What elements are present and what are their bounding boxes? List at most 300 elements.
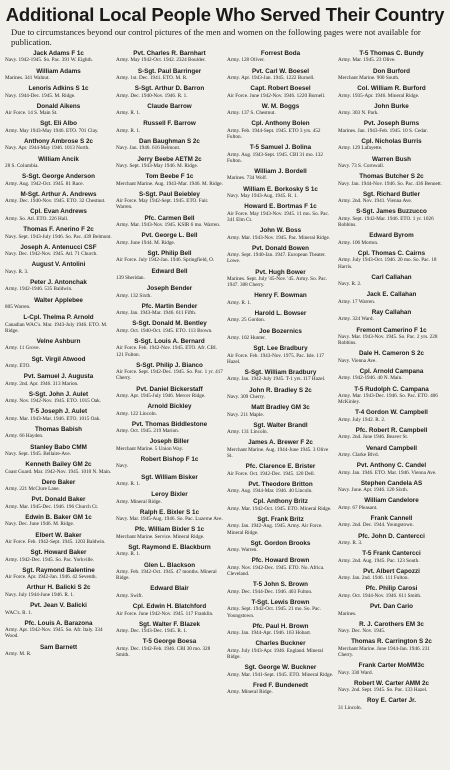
entry-name: Walter Applebee (34, 296, 83, 304)
entry-name: Pvt. Donald Bowen (251, 244, 310, 252)
entry-name: Thomas Butcher S 2c (359, 173, 424, 181)
entry-detail: Marines. (338, 610, 357, 617)
entry-name: Stanley Babo CMM (30, 443, 87, 451)
roster-entry (116, 638, 223, 658)
roster-entry (116, 562, 223, 582)
roster-entry (116, 138, 223, 152)
entry-detail: Army. May 1943-May 1946. ETO. 701 Clay. (5, 127, 99, 134)
entry-detail: Army. Jan. 1946. ETO. Mar. 1946. Vienna Ave. (338, 469, 437, 476)
entry-name: Thomas R. Carrington S 2c (351, 638, 432, 646)
roster-column-1 (5, 50, 112, 738)
entry-detail: Army. R. 3. (338, 540, 363, 547)
entry-name: Pvt. Daniel Bickerstaff (136, 385, 203, 393)
entry-name: Matt Bradley GM 3c (251, 404, 310, 412)
entry-detail: Army. Clarke Blvd. (338, 452, 379, 459)
roster-entry (5, 314, 112, 334)
entry-name: Sgt. Gordon Brooks (250, 539, 311, 547)
roster-entry (227, 203, 334, 223)
roster-entry (338, 208, 445, 228)
entry-detail: Army. Swift. (116, 592, 143, 599)
entry-name: S-Sgt. Donald M. Bentley (132, 320, 207, 328)
entry-name: Pvt. Jean V. Balicki (30, 602, 87, 610)
entry-detail: Army. Mar. 1943-Mar. 1946. ETO. 1015 Oak. (5, 415, 101, 422)
entry-name: John R. Bradley S 2c (249, 386, 312, 394)
entry-name: Pfc. Louis A. Barazona (24, 619, 93, 627)
entry-detail: Army. Feb. 1944-Sept. 1945. ETO 3 yrs. 452 Fulton. (227, 127, 321, 141)
roster-entry (5, 479, 112, 493)
roster-entry (116, 50, 223, 64)
entry-name: Arthur H. Balicki S 2c (26, 584, 91, 592)
roster-entry (227, 50, 334, 64)
roster-entry (338, 386, 445, 406)
entry-detail: Merchant Marine. 5 Union Way. (116, 445, 184, 452)
roster-entry (5, 514, 112, 528)
entry-detail: Army. Aug. 1943-Sept. 1945. CBI 31 mo. 132 Fulton. (227, 151, 323, 164)
entry-detail: Army. 2nd. Aug. 1945. Pac. 123 South. (338, 557, 420, 564)
entry-name: Carl Callahan (371, 273, 412, 281)
entry-detail: Army. 1942-1946. 535 Baldwin. (5, 286, 73, 293)
roster-entry (227, 103, 334, 117)
roster-entry (227, 269, 334, 289)
entry-detail: Navy. Sept. 1943-May 1946. M. Ridge. (116, 163, 199, 170)
entry-detail: Army. Jan. 1942-Aug. 1945. Army. Air Force. Mineral Ridge. (227, 523, 323, 536)
entry-detail: Army. Apr. 1942-Nov. 1945. So. Afr. Italy. 334 Wood. (5, 627, 103, 640)
roster-entry (5, 461, 112, 475)
roster-entry (338, 662, 445, 676)
entry-name: Pvt. Anthony C. Candel (356, 462, 427, 470)
entry-detail: Navy. 309 Cherry. (227, 393, 265, 400)
roster-entry (338, 138, 445, 152)
entry-name: August V. Antolini (31, 261, 86, 269)
roster-entry (116, 491, 223, 505)
entry-name: T-5 Thomas C. Bundy (359, 50, 424, 57)
entry-detail: Navy. R. 3. (5, 268, 29, 275)
entry-name: Stephen Candela AS (360, 479, 423, 487)
entry-detail: 805 Warren. (5, 303, 31, 310)
roster-entry (338, 274, 445, 288)
roster-entry (5, 602, 112, 616)
entry-name: S-Sgt. George Anderson (22, 173, 95, 181)
entry-detail: Navy. May 1943-Aug. 1945. R. 1. (227, 193, 298, 200)
entry-name: Cpl. Anthony Bolen (251, 120, 310, 128)
entry-detail: Army. 2nd. Apr. 1946. 313 Marion. (5, 380, 79, 387)
roster-entry (5, 356, 112, 370)
roster-entry (5, 549, 112, 563)
entry-name: Russell F. Barrow (143, 120, 196, 128)
entry-name: Sgt. George W. Buckner (244, 664, 317, 672)
entry-name: Roy E. Carter Jr. (367, 697, 416, 705)
entry-detail: Air Force. Feb. 1942-Sept. 1945. 1203 Baldwin. (5, 539, 106, 546)
entry-name: Cpl. Evan Andrews (30, 208, 87, 216)
roster-entry (116, 421, 223, 435)
entry-detail: Army. Oct. 1945. 219 Marion. (116, 428, 180, 435)
roster-entry (338, 680, 445, 694)
entry-name: Pvt. George L. Bell (141, 232, 198, 240)
entry-name: Edward Byrom (369, 232, 414, 240)
entry-name: S-Sgt. John J. Aulet (28, 390, 89, 398)
entry-detail: Army. Nov. 1942-Nov. 1945. ETO. 1015 Oak. (5, 398, 102, 405)
entry-detail: Air Force. July 1942-Jan. 1946. Springfield, O. (116, 257, 215, 264)
entry-name: Sgt. Walter F. Blazek (138, 620, 200, 628)
entry-detail: Navy. 1942-1945. So. Pac. 391 W. Eighth. (5, 57, 93, 64)
roster-entry (5, 408, 112, 422)
roster-entry (227, 369, 334, 383)
roster-entry (116, 250, 223, 264)
entry-name: Lenoris Adkins S 1c (28, 85, 89, 93)
roster-entry (5, 426, 112, 440)
roster-entry (227, 498, 334, 512)
entry-name: Warren Bush (372, 155, 411, 163)
entry-name: L-Cpl. Thelma P. Arnold (23, 314, 94, 322)
entry-detail: Navy. Apr. 1944-May 1946. 1013 North. (5, 145, 90, 152)
entry-name: Sgt. Eli Albo (40, 120, 77, 128)
entry-detail: Navy. (116, 463, 129, 470)
roster-entry (227, 516, 334, 536)
entry-name: Ralph E. Bixler S 1c (139, 508, 200, 516)
roster-entry (338, 327, 445, 347)
entry-name: Thomas Babish (35, 426, 82, 433)
entry-name: S-Sgt. William Bradbury (244, 368, 317, 376)
roster-entry (227, 599, 334, 619)
roster-entry (227, 85, 334, 99)
roster-entry (116, 338, 223, 358)
entry-name: Thomas F. Anerino F 2c (23, 226, 94, 234)
roster-entry (338, 120, 445, 134)
roster-entry (338, 515, 445, 529)
roster-column-4 (338, 50, 445, 738)
entry-name: Pfc. Paul H. Brown (252, 622, 309, 630)
roster-entry (338, 50, 445, 64)
entry-name: Forrest Boda (260, 50, 301, 57)
roster-entry (5, 103, 112, 117)
entry-detail: Army. Jan. 1944-Apr. 1946. 163 Hobart. (227, 630, 312, 637)
roster-entry (5, 120, 112, 134)
roster-entry (227, 664, 334, 678)
roster-entry (227, 68, 334, 82)
entry-detail: Air Force. June 1942-Nov. 1945. 117 Franklin. (116, 610, 214, 617)
entry-detail: Army. Dec. 1940-Nov. 1945. ETO. 32 Chestnut. (5, 198, 106, 205)
entry-name: Robert W. Carter AMM 2c (354, 679, 429, 687)
roster-entry (116, 456, 223, 470)
roster-entry (227, 345, 334, 365)
entry-detail: Army. 132 Sixth. (116, 292, 152, 299)
entry-name: Cpl. Nicholas Burris (361, 138, 422, 146)
entry-detail: Navy. Dec. Nov. 1945. (338, 628, 386, 635)
entry-name: Anthony Ambrose S 2c (23, 138, 94, 146)
entry-name: Pvt. Theodore Britton (248, 480, 313, 488)
entry-name: Velne Ashburn (36, 337, 81, 345)
entry-detail: Merchant Marine. Aug. 1944-June 1945. 3 Olive St. (227, 446, 329, 460)
roster-entry (5, 444, 112, 458)
entry-detail: Army. R. 1. (116, 110, 141, 117)
entry-detail: Army. R. 1. (227, 299, 252, 306)
entry-name: Henry F. Bowman (254, 292, 307, 300)
roster-entry (116, 215, 223, 229)
roster-entry (116, 320, 223, 334)
entry-detail: 28 S. Columbia. (5, 163, 39, 170)
entry-detail: Army. 324 Ward. (338, 316, 374, 323)
roster-entry (5, 138, 112, 152)
roster-entry (5, 496, 112, 510)
entry-detail: Army. Sept. 1940-Jan. 1947. European Theater. Lowe. (227, 252, 326, 265)
entry-detail: Army. 2nd. Dec. 1944. Youngstown. (338, 522, 414, 529)
entry-name: T-5 George Boesa (142, 638, 197, 646)
entry-detail: Navy. Sept. 1945. Bellaire-Ave. (5, 451, 71, 458)
roster-entry (116, 191, 223, 211)
roster-entry (338, 85, 445, 99)
entry-detail: Army. 102 Hunter. (227, 334, 266, 341)
entry-detail: Army. 137 S. Chestnut. (227, 110, 276, 117)
entry-name: Robert Bishop F 1c (140, 456, 199, 464)
roster-entry (227, 682, 334, 696)
roster-entry (227, 481, 334, 495)
entry-detail: Navy. Sept. 1943-July 1946. So. Pac. 439 Belmont. (5, 233, 112, 240)
entry-detail: Army. 17 Warren. (338, 298, 376, 305)
entry-detail: Army. Sept. 1942-Oct. 1945. 21 mo. So. Pac. Youngstown. (227, 606, 321, 619)
roster-entry (338, 445, 445, 459)
roster-entry (116, 603, 223, 617)
entry-name: Dan Baughman S 2c (139, 138, 200, 146)
entry-detail: Army. July 1943-Oct. 1946. 20 mo. So. Pac. 18 Harris. (338, 257, 437, 270)
roster-entry (227, 581, 334, 595)
roster-entry (227, 168, 334, 182)
entry-name: Jack Adams F 1c (33, 50, 84, 57)
roster-entry (338, 480, 445, 494)
entry-detail: Air Force. May 1942-Sept. 1945. ETO. Fair. Warren. (116, 198, 209, 211)
entry-name: Cpl. Edwin H. Blatchford (132, 603, 207, 611)
entry-name: Peter J. Antonchak (30, 278, 87, 286)
intro-text: Due to circumstances beyond our control pictures of the men and women on the following pages were not available for publication. (11, 27, 421, 47)
entry-name: John Burke (374, 102, 409, 110)
entry-detail: Army. Oct. 1940-Oct. 1945. ETO. 113 Brown. (116, 327, 213, 334)
roster-entry (227, 404, 334, 418)
entry-name: Glen L. Blackson (143, 561, 196, 569)
entry-detail: Merchant Marine. Aug. 1943-Mar. 1946. M. Ridge. (116, 180, 223, 187)
roster-entry (227, 292, 334, 306)
roster-entry (116, 285, 223, 299)
roster-entry (116, 120, 223, 134)
entry-name: Cpl. Thomas C. Cairns (357, 249, 426, 257)
entry-detail: Air Force. May 1943-Nov. 1945. 11 mo. So. Pac. 341 Elm Ct. (227, 210, 330, 223)
entry-detail: Air Force. Feb. 1942-Nov. 1945. ETO. Afr. CBI. 121 Fulton. (116, 345, 218, 358)
roster-column-2 (116, 50, 223, 738)
entry-detail: Air Force. June 1942-Nov. 1946. 1220 Burnell. (227, 92, 326, 99)
entry-name: Jack E. Callahan (366, 291, 417, 299)
entry-detail: Army. R. 1. (116, 481, 141, 488)
entry-detail: Army. Jan. 2nd. 1946. 111 Fulton. (338, 575, 409, 582)
entry-name: Sgt. Lee Bradbury (253, 345, 308, 353)
roster-entry (338, 350, 445, 364)
roster-entry (5, 532, 112, 546)
entry-detail: Army. Warren. (227, 547, 258, 554)
entry-detail: Navy. Vienna Ave. (338, 357, 377, 364)
roster-entry (116, 68, 223, 82)
entry-detail: Army. Jan. 1943-Mar. 1946. 611 Fifth. (116, 310, 197, 317)
roster-entry (5, 261, 112, 275)
roster-entry (5, 208, 112, 222)
entry-detail: Navy. July 1944-June 1946. R. 1. (5, 591, 75, 598)
roster-entry (338, 568, 445, 582)
entry-name: T-Sgt. Lewis Brown (251, 598, 310, 606)
entry-detail: Army. Aug. 1942-Oct. 1945. 81 Race. (5, 180, 84, 187)
roster-entry (227, 245, 334, 265)
entry-detail: Army. 2nd. June 1946. Beaver St. (338, 434, 409, 441)
roster-entry (338, 368, 445, 382)
entry-name: Tom Beebe F 1c (145, 173, 194, 181)
entry-detail: Army. 66 Hayden. (5, 433, 44, 440)
entry-detail: Navy. Jan. 1946. 616 Belmont. (116, 145, 181, 152)
entry-detail: Army. June 1944. M. Ridge. (116, 239, 176, 246)
entry-name: Howard E. Bortmas F 1c (244, 203, 317, 211)
entry-detail: Army. Mar. 1945. 23 Olive. (338, 57, 396, 64)
roster-entry (338, 533, 445, 547)
entry-detail: Army. Mar. 1943-Dec. 1946. So. Pac. ETO. 406 McKinley. (338, 392, 438, 406)
entry-detail: Navy. 211 Maple. (227, 411, 264, 418)
entry-detail: Navy. 73 S. Cornwall. (338, 163, 385, 170)
entry-detail: Army. May 1942-Oct. 1942. 2324 Boulder. (116, 57, 206, 64)
entry-name: Joseph Biller (149, 438, 190, 446)
entry-name: Pfc. Philip Carosi (365, 585, 418, 593)
entry-detail: WAC's. R. 1. (5, 609, 33, 616)
entry-name: Frank Carter MoMM3c (358, 662, 425, 670)
roster-entry (338, 291, 445, 305)
entry-name: Pvt. Donald Baker (31, 496, 86, 504)
page-title: Additional Local People Who Served Their Country (5, 4, 445, 25)
entry-detail: Coast Guard. Mar. 1942-Nov. 1945. 1010 N. Main. (5, 468, 112, 475)
entry-detail: Army. ETO. (5, 362, 31, 369)
entry-name: Pfc. John D. Cantercci (358, 532, 425, 540)
entry-detail: Canadian WAC's. Mar. 1943-July 1946. ETO. M. Ridge. (5, 321, 108, 334)
roster-entry (227, 310, 334, 324)
entry-detail: Army. Sept. 1942-Mar. 1946. ETO. 1 yr. 1026 Robbins. (338, 215, 434, 229)
entry-name: Sam Barnett (39, 643, 78, 651)
roster-entry (5, 244, 112, 258)
entry-detail: Army. Nov. 1942-Dec. 1945. ETO. No. Africa. Cleveland. (227, 564, 325, 578)
roster-entry (338, 68, 445, 82)
entry-name: T-5 John S. Brown (253, 581, 308, 589)
entry-detail: Army. 106 Morton. (338, 239, 379, 246)
entry-name: Sgt. Raymond Balentine (22, 566, 95, 574)
entry-detail: Merchant Marine. Service. Mineral Ridge. (116, 533, 205, 540)
roster-entry (116, 103, 223, 117)
entry-name: Pfc. Martin Bender (141, 302, 198, 310)
roster-entry (227, 227, 334, 241)
roster-entry (338, 232, 445, 246)
entry-detail: Marines. 341 Walnut. (5, 75, 50, 82)
entry-detail: Army. 131 Lincoln. (227, 429, 268, 436)
entry-detail: Army. So. Atl. ETO. 226 Hall. (5, 215, 69, 222)
entry-name: S-Sgt. Arthur D. Barron (134, 85, 205, 93)
entry-detail: Army. 129 Lafayette. (338, 145, 383, 152)
entry-name: Pvt. Hugh Bower (255, 268, 306, 276)
entry-detail: Navy. Dec. June 1946. M. Ridge. (5, 521, 75, 528)
roster-entry (227, 439, 334, 459)
entry-name: Sgt. Frank Britz (257, 516, 304, 524)
entry-name: Jerry Beebe AETM 2c (137, 155, 202, 163)
entry-detail: Army. Apr. 1945-July 1946. Mercer Ridge. (116, 392, 206, 399)
entry-detail: Air Force. Apr. 1942-Jan. 1946. 42 Seventh. (5, 574, 97, 581)
entry-name: Pvt. Albert Capozzi (363, 567, 420, 575)
entry-name: M-Sgt. Arthur A. Andrews (20, 190, 97, 198)
entry-detail: Army. Mar. 1942-Oct. 1945. ETO. Mineral Ridge. (227, 505, 332, 512)
entry-name: Pvt. Thomas Biddlestone (131, 420, 208, 428)
entry-name: S-Sgt. Louis A. Bernard (134, 337, 205, 345)
entry-name: William E. Borkosky S 1c (243, 185, 318, 193)
roster-entry (116, 509, 223, 523)
roster-entry (338, 550, 445, 564)
roster-entry (338, 638, 445, 658)
roster-entry (338, 497, 445, 511)
roster-entry (338, 191, 445, 205)
entry-name: William J. Bordell (254, 168, 307, 176)
roster-entry (5, 68, 112, 82)
entry-name: Sgt. Richard Butler (362, 190, 421, 198)
entry-detail: Army. 1942-1946. 40 N. Main. (338, 375, 403, 382)
entry-name: William Adams (36, 67, 81, 75)
entry-detail: Army. Mar. 1941-Sept. 1945. ETO. Mineral Ridge. (227, 671, 334, 678)
entry-name: S-Sgt. Philip J. Bianco (136, 361, 203, 369)
roster-entry (338, 250, 445, 270)
entry-name: Sgt. Philip Bell (147, 249, 192, 257)
entry-detail: Navy. Jan. 1944-Nov. 1946. So. Pac. 436 Bennett. (338, 180, 442, 187)
entry-detail: Merchant Marine. June 1944-Jan. 1946. 231 Cherry. (338, 645, 430, 658)
entry-name: Pfc. Robert R. Campbell (355, 427, 428, 434)
entry-name: Joe Bozernics (259, 327, 302, 335)
roster-entry (227, 557, 334, 577)
entry-name: Sgt. Walter Brandl (253, 421, 308, 429)
entry-name: T-5 Samuel J. Bolina (249, 144, 312, 152)
entry-detail: Marines. Jan. 1943-Feb. 1945. 10 S. Cedar. (338, 127, 428, 134)
entry-detail: Army. Oct. 1944-Nov. 1946. 611 Smith. (338, 592, 422, 599)
entry-name: Ray Callahan (371, 308, 412, 316)
entry-name: Joseph Bender (146, 285, 193, 293)
entry-name: Kenneth Bailey GM 2c (25, 461, 92, 469)
entry-detail: Air Force. Oct. 1942-Dec. 1945. 120 Dell. (227, 470, 316, 477)
roster-entry (116, 621, 223, 635)
roster-entry (227, 623, 334, 637)
entry-detail: Army. Mar. 1943-Nov. 1945. KSIR 6 mo. Warren. (116, 222, 221, 229)
entry-name: Elbert W. Baker (35, 531, 82, 539)
entry-name: T-4 Gordon W. Campbell (355, 409, 428, 417)
entry-name: T-5 Rudolph C. Campana (354, 385, 429, 393)
roster-entry (116, 386, 223, 400)
roster-entry (5, 297, 112, 311)
roster-entry (116, 403, 223, 417)
entry-name: Leroy Bixler (151, 491, 188, 499)
roster-entry (227, 422, 334, 436)
entry-name: Sgt. Howard Baker (30, 549, 87, 557)
entry-name: Pfc. Clarence E. Brister (245, 463, 316, 471)
entry-name: S-Sgt. Paul Barringer (137, 67, 202, 75)
roster-entry (338, 309, 445, 323)
entry-name: Don Burford (372, 67, 411, 75)
roster-entry (116, 474, 223, 488)
entry-name: T-5 Frank Cantercci (362, 550, 421, 558)
roster-entry (338, 103, 445, 117)
entry-name: Harold L. Bowser (254, 309, 307, 317)
entry-name: Venard Campbell (365, 444, 418, 452)
entry-detail: Army. Jan. 1942-July 1945. T-1 yrs. 117 Hazel. (227, 376, 326, 383)
roster-entry (227, 640, 334, 660)
entry-detail: Army. 122 Lincoln. (116, 410, 157, 417)
roster-entry (5, 50, 112, 64)
entry-name: Pvt. Dan Cario (369, 603, 414, 611)
entry-name: Donald Aikens (36, 102, 81, 110)
entry-detail: Army. Dec. 1943-Dec. 1945. R. 1. (116, 628, 188, 635)
roster-entry (227, 387, 334, 401)
entry-name: Sgt. Raymond E. Blackburn (128, 544, 211, 552)
roster-entry (116, 362, 223, 382)
